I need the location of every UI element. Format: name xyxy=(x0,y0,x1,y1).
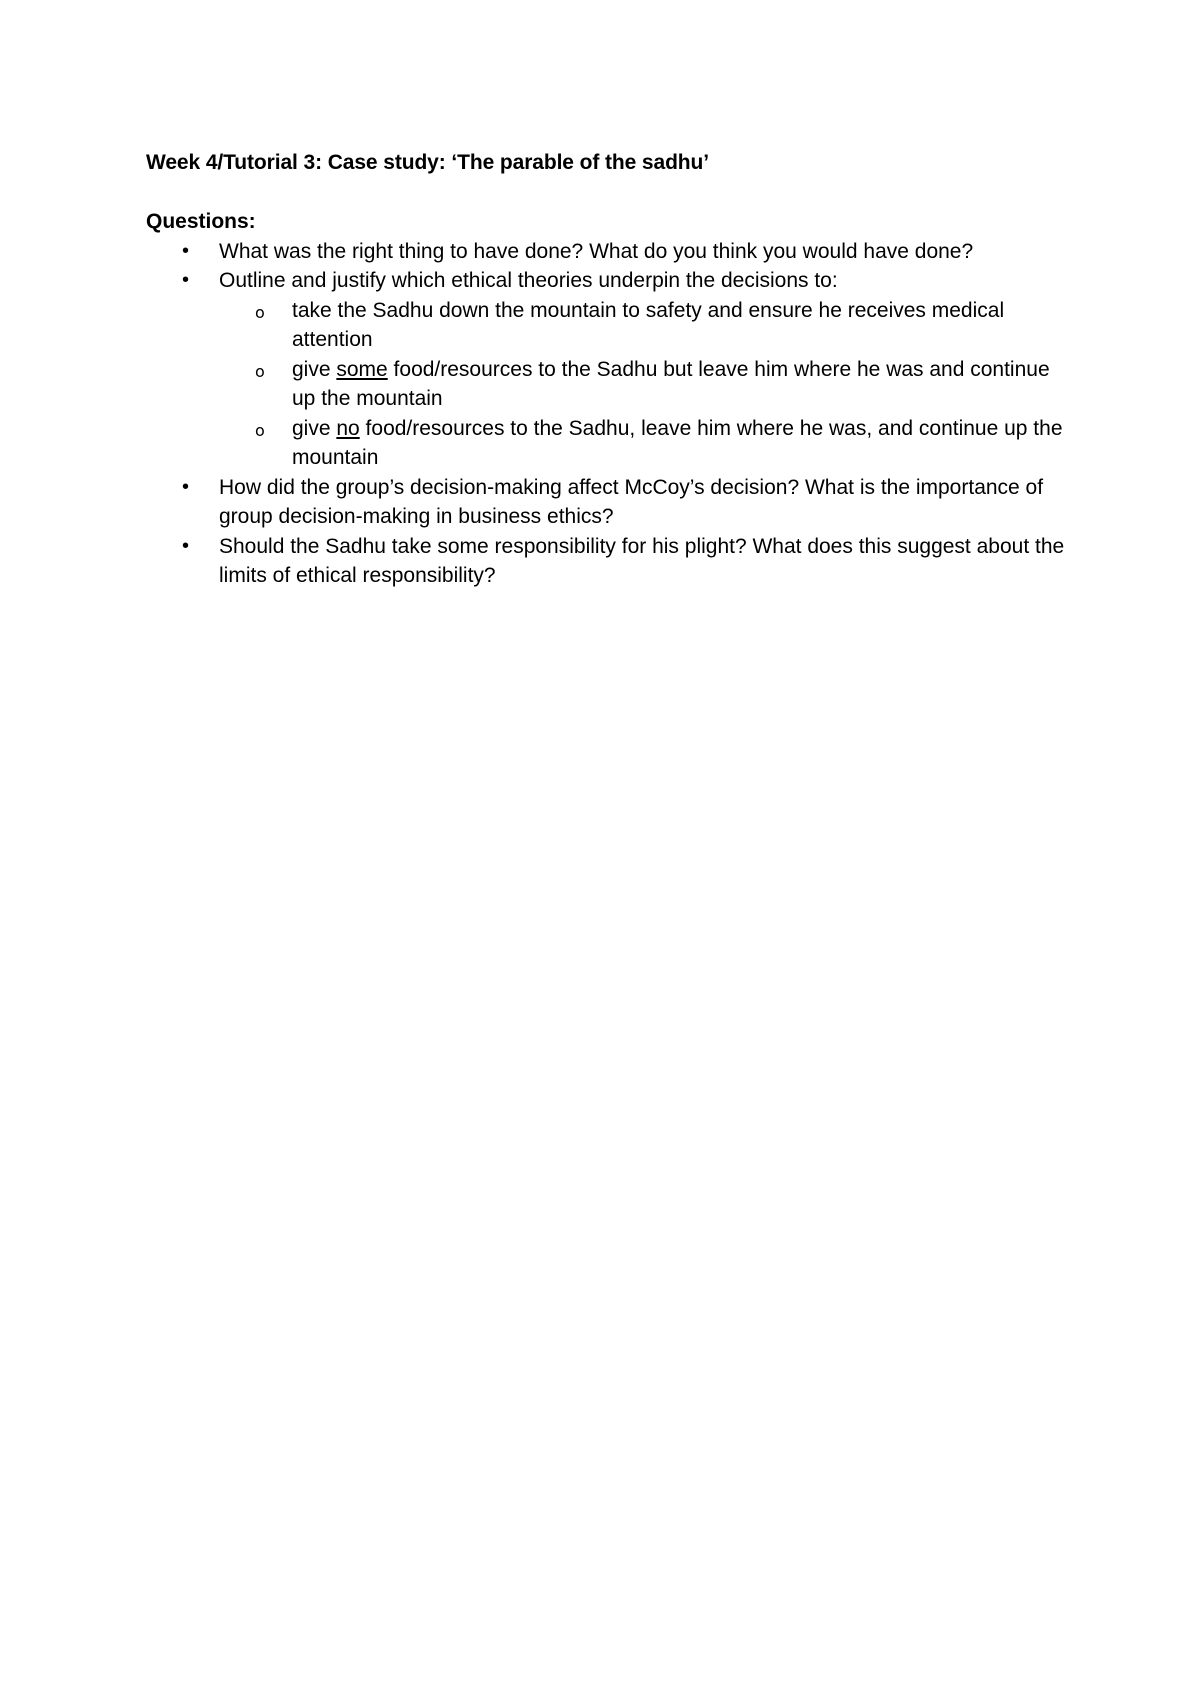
sub-option-item-2 xyxy=(219,355,1076,414)
questions-list xyxy=(146,237,1076,591)
sub-option-text-prefix: give xyxy=(292,357,337,381)
question-text: How did the group’s decision-making affect McCoy’s decision? What is the importance of group decision-making in business ethics? xyxy=(219,475,1044,528)
bullet-icon: • xyxy=(182,534,190,557)
question-item-3 xyxy=(146,473,1076,532)
sub-option-item-3 xyxy=(219,414,1076,473)
sub-bullet-icon: o xyxy=(255,361,265,381)
sub-option-text-prefix: give xyxy=(292,416,337,440)
sub-option-text-suffix: food/resources to the Sadhu, leave him where he was, and continue up the mountain xyxy=(292,416,1063,469)
sub-bullet-icon: o xyxy=(255,420,265,440)
question-text: Outline and justify which ethical theories underpin the decisions to: xyxy=(219,269,838,292)
underlined-word: no xyxy=(336,416,360,440)
questions-heading: Questions: xyxy=(146,210,256,233)
document-title: Week 4/Tutorial 3: Case study: ‘The parable of the sadhu’ xyxy=(146,151,709,174)
document-content xyxy=(146,148,1076,591)
bullet-icon: • xyxy=(182,475,190,498)
question-item-1 xyxy=(146,237,1076,267)
sub-option-text: take the Sadhu down the mountain to safety and ensure he receives medical attention xyxy=(292,298,1005,351)
bullet-icon: • xyxy=(182,239,190,262)
sub-option-text-suffix: food/resources to the Sadhu but leave him where he was and continue up the mountain xyxy=(292,357,1050,410)
sub-options-list xyxy=(219,296,1076,473)
question-item-2 xyxy=(146,266,1076,473)
question-text: What was the right thing to have done? What do you think you would have done? xyxy=(219,239,974,263)
bullet-icon: • xyxy=(182,269,190,291)
sub-option-item-1 xyxy=(219,296,1076,355)
question-item-4 xyxy=(146,532,1076,591)
question-text: Should the Sadhu take some responsibility for his plight? What does this suggest about the limits of ethical responsibility? xyxy=(219,534,1065,587)
sub-bullet-icon: o xyxy=(255,302,265,322)
spacer xyxy=(146,178,1076,208)
underlined-word: some xyxy=(336,357,388,381)
